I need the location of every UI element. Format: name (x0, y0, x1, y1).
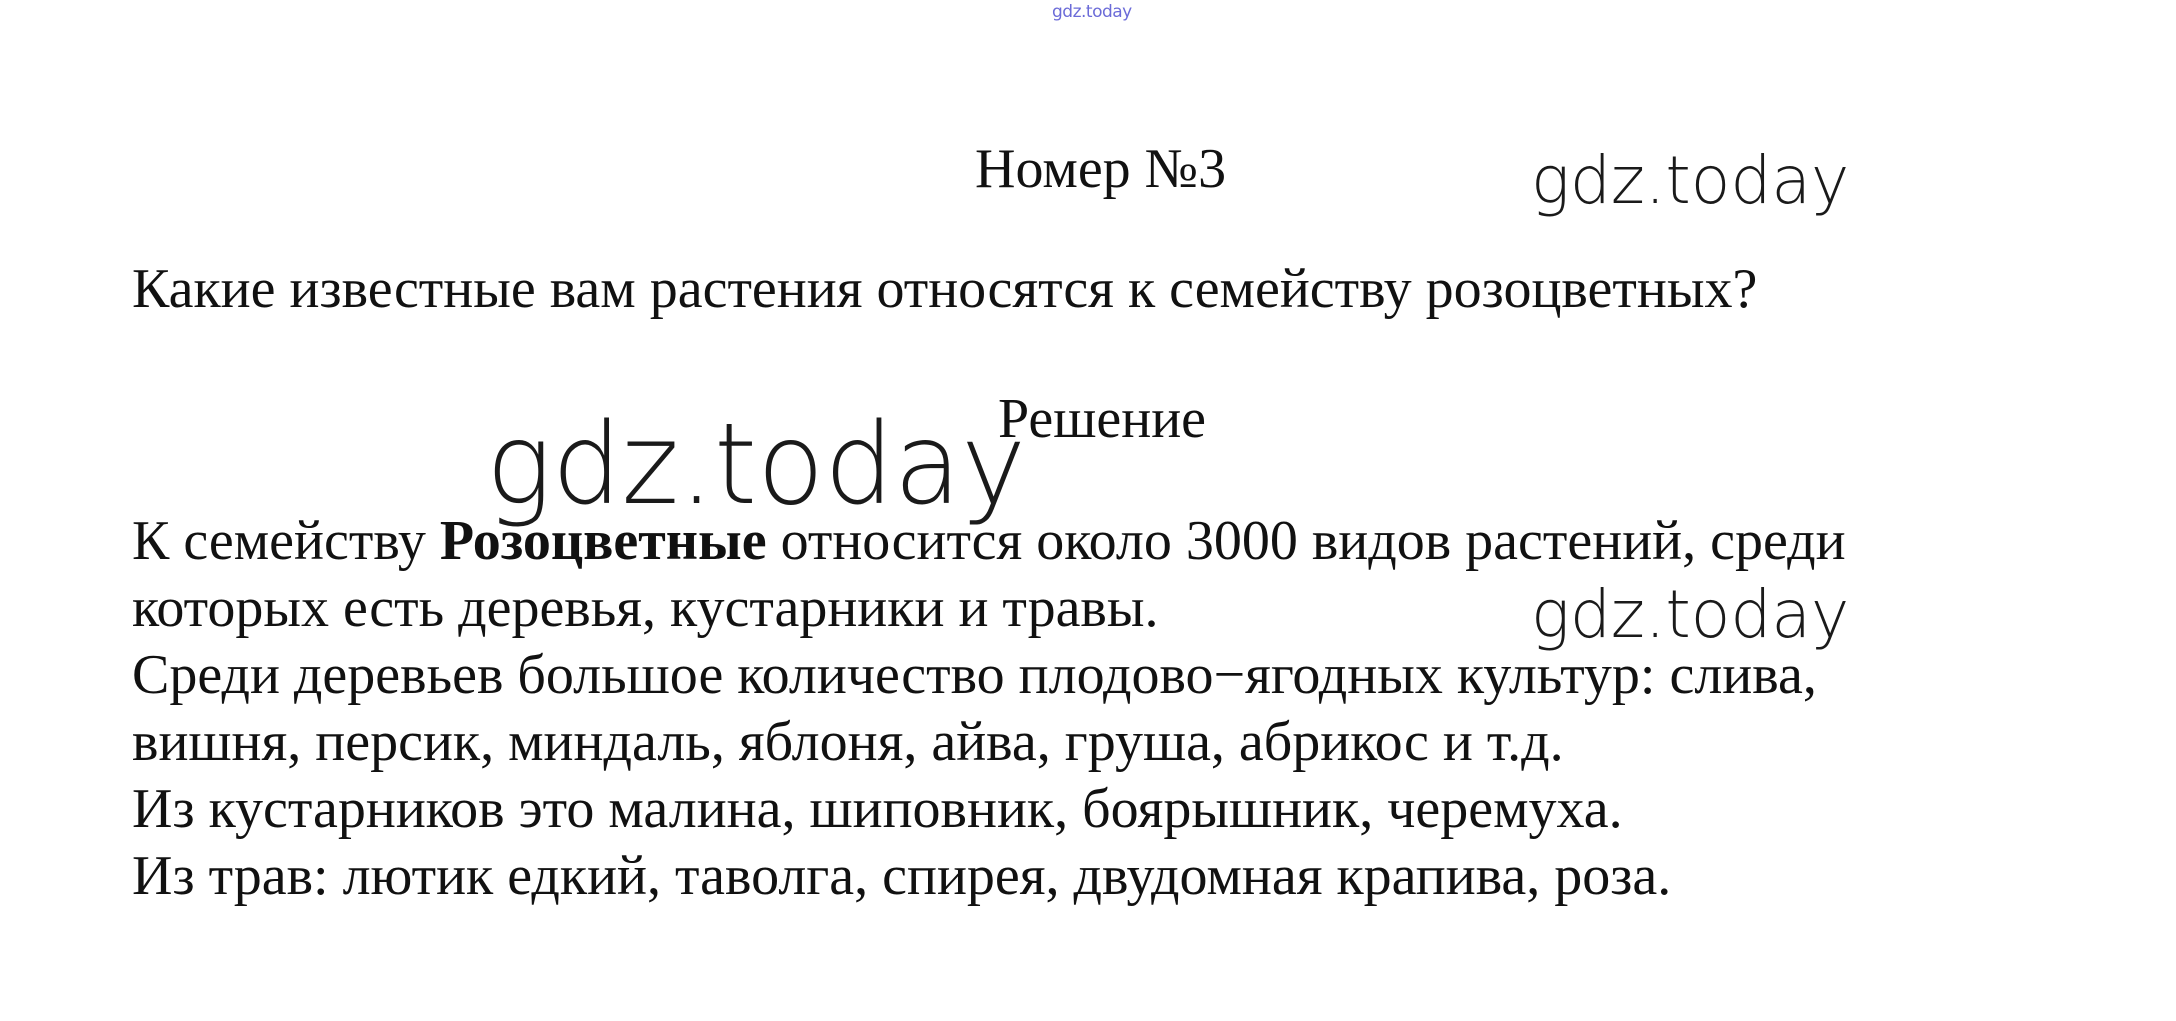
family-name-bold: Розоцветные (439, 510, 767, 572)
answer-line-1 (132, 508, 2132, 575)
watermark-top-right: gdz.today (1531, 142, 1850, 219)
solution-heading: Решение (998, 388, 1207, 450)
question-text: Какие известные вам растения относятся к семейству розоцветных? (132, 258, 1758, 320)
answer-line-1-start: К семейству (132, 510, 440, 572)
watermark-center-large: gdz.today (486, 400, 1027, 530)
watermark-middle-right: gdz.today (1531, 576, 1850, 653)
answer-line-1-end: относится около 3000 видов растений, среди (766, 510, 1846, 572)
answer-line-4: вишня, персик, миндаль, яблоня, айва, груша, абрикос и т.д. (132, 711, 1564, 773)
answer-body (132, 508, 2132, 910)
task-number: Номер №3 (975, 138, 1227, 200)
answer-line-6: Из трав: лютик едкий, таволга, спирея, двудомная крапива, роза. (132, 845, 1672, 907)
header-watermark: gdz.today (1052, 2, 1132, 22)
answer-line-2: которых есть деревья, кустарники и травы. (132, 577, 1159, 639)
answer-line-3: Среди деревьев большое количество плодово−ягодных культур: слива, (132, 644, 1817, 706)
answer-line-5: Из кустарников это малина, шиповник, боярышник, черемуха. (132, 778, 1623, 840)
